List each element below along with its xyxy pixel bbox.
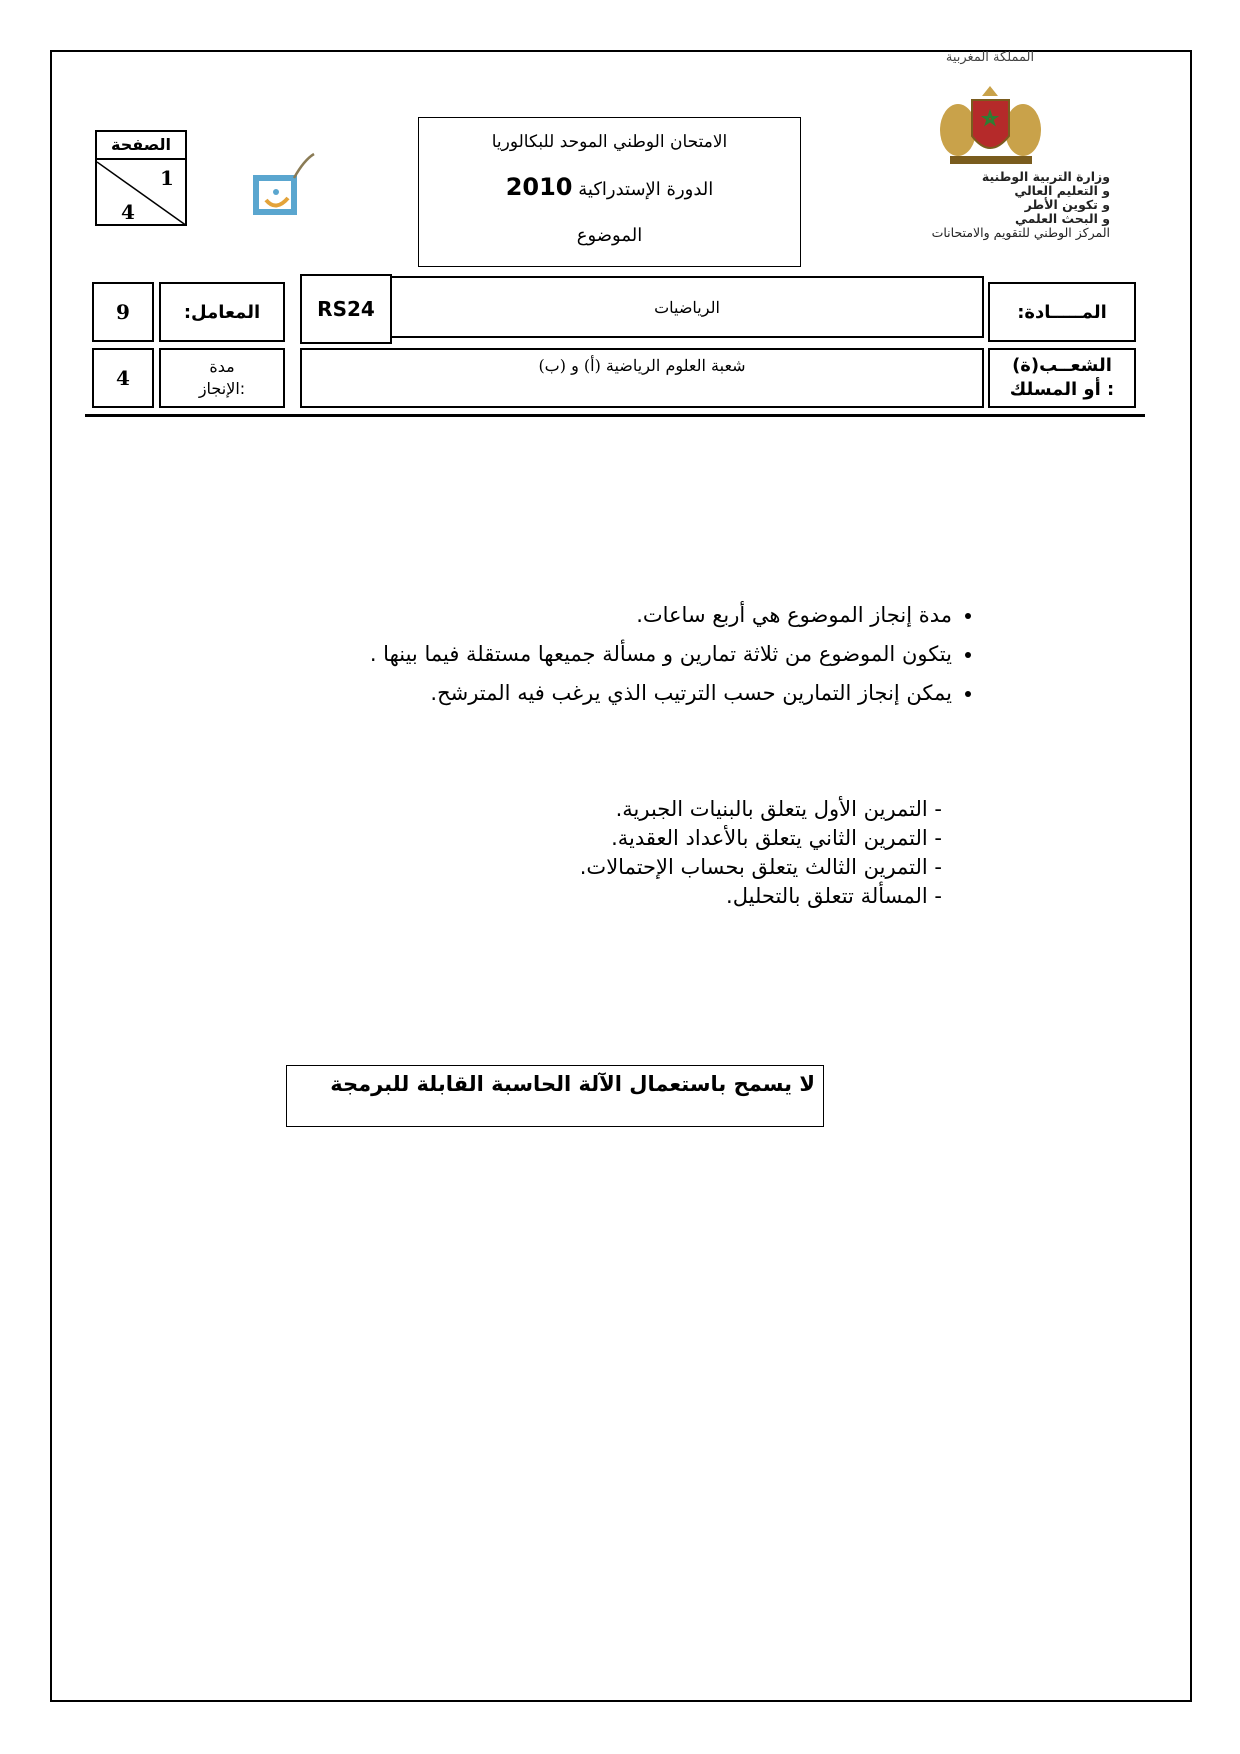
session-line bbox=[419, 173, 800, 201]
subject-heading: الموضوع bbox=[576, 225, 643, 246]
exam-title: الامتحان الوطني الموحد للبكالوريا bbox=[491, 132, 728, 152]
branch-value: شعبة العلوم الرياضية (أ) و (ب) bbox=[300, 348, 984, 408]
exam-center-logo-icon bbox=[252, 150, 318, 220]
coat-of-arms-icon bbox=[928, 78, 1053, 170]
calculator-notice: لا يسمح باستعمال الآلة الحاسبة القابلة للبرمجة bbox=[286, 1065, 824, 1127]
page-label: الصفحة bbox=[95, 130, 187, 160]
kingdom-name: المملكة المغربية bbox=[945, 50, 1035, 65]
subject-label: المـــــادة: bbox=[988, 282, 1136, 342]
topic-line: - التمرين الأول يتعلق بالبنيات الجبرية. bbox=[615, 797, 942, 821]
duration-label-line-1: مدة bbox=[209, 357, 235, 376]
ministry-line-3: و تكوين الأطر bbox=[1024, 197, 1110, 212]
branch-label bbox=[988, 348, 1136, 408]
branch-label-line-2: أو المسلك : bbox=[1009, 379, 1115, 400]
duration-label-line-2: الإنجاز: bbox=[198, 379, 246, 398]
page-number-box bbox=[95, 158, 187, 226]
session-text: الدورة الإستدراكية bbox=[578, 179, 714, 200]
exam-year: 2010 bbox=[505, 173, 573, 201]
ministry-line-2: و التعليم العالي bbox=[1014, 183, 1110, 198]
page-current: 1 bbox=[160, 166, 174, 190]
coefficient-value: 9 bbox=[92, 282, 154, 342]
topic-line: - المسألة تتعلق بالتحليل. bbox=[726, 884, 942, 908]
page-total: 4 bbox=[121, 200, 135, 224]
subject-value: الرياضيات bbox=[392, 276, 984, 338]
instruction-item: • يمكن إنجاز التمارين حسب الترتيب الذي يرغب فيه المترشح. bbox=[240, 678, 952, 708]
header-separator bbox=[85, 414, 1145, 417]
branch-label-line-1: الشعــب(ة) bbox=[1012, 355, 1112, 376]
exercise-topics bbox=[480, 795, 942, 911]
topic-line: - التمرين الثالث يتعلق بحساب الإحتمالات. bbox=[579, 855, 942, 879]
exam-title-box bbox=[418, 117, 801, 267]
subject-code: RS24 bbox=[300, 274, 392, 344]
ministry-line-5: المركز الوطني للتقويم والامتحانات bbox=[931, 225, 1110, 240]
ministry-line-4: و البحث العلمي bbox=[1015, 211, 1110, 226]
ministry-line-1: وزارة التربية الوطنية bbox=[981, 169, 1110, 184]
coefficient-label: المعامل: bbox=[159, 282, 285, 342]
instruction-item: • يتكون الموضوع من ثلاثة تمارين و مسألة جميعها مستقلة فيما بينها . bbox=[240, 639, 952, 669]
duration-value: 4 bbox=[92, 348, 154, 408]
ministry-block bbox=[878, 170, 1110, 240]
instruction-item: • مدة إنجاز الموضوع هي أربع ساعات. bbox=[240, 600, 952, 630]
instructions-list bbox=[240, 600, 980, 717]
duration-label bbox=[159, 348, 285, 408]
topic-line: - التمرين الثاني يتعلق بالأعداد العقدية. bbox=[611, 826, 942, 850]
